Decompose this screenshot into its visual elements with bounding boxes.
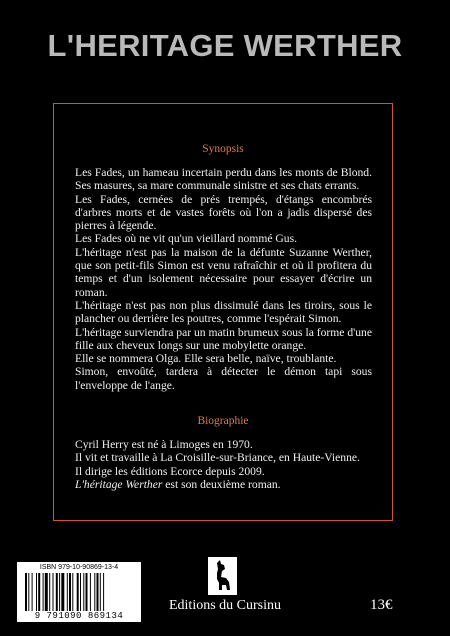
bio-line: Cyril Herry est né à Limoges en 1970. [75, 438, 253, 451]
barcode-bar [69, 573, 71, 611]
bio-line: Il dirige les éditions Ecorce depuis 2009. [75, 464, 265, 478]
barcode-bar [100, 573, 101, 611]
barcode-bar [38, 573, 40, 611]
barcode-bar [61, 573, 64, 611]
book-title: L'HERITAGE WERTHER [47, 28, 403, 63]
barcode-bar [103, 573, 104, 611]
synopsis-paragraph: Les Fades, cernées de prés trempés, d'étangs encombrés d'arbres morts et de vastes forêts où l'on a jadis dispersé des pierres à légende. [75, 192, 372, 233]
barcode-bar [25, 573, 27, 611]
barcode-bars [25, 573, 133, 611]
bio-line-last [75, 478, 372, 491]
synopsis-paragraph: L'héritage surviendra par un matin brumeux sous la forme d'une fille aux cheveux longs sur une mobylette orange. [75, 325, 372, 352]
synopsis-paragraph: Simon, envoûté, tardera à détecter le démon tapi sous l'enveloppe de l'ange. [75, 365, 372, 392]
barcode-bar [43, 573, 44, 611]
barcode-bar [49, 573, 50, 611]
barcode-bar [80, 573, 81, 611]
barcode-bar [83, 573, 84, 611]
barcode-bar [72, 573, 73, 611]
synopsis-heading: Synopsis [202, 143, 244, 155]
synopsis-paragraph: L'héritage n'est pas la maison de la défunte Suzanne Werther, que son petit-fils Simon est venu rafraîchir et où il profitera du temps et d'un isolement nécessaire pour essayer d'écrire un roman. [75, 245, 372, 299]
book-title-italic: L'héritage Werther [75, 477, 163, 491]
synopsis-text [75, 166, 372, 392]
barcode-bar [97, 573, 99, 611]
barcode-bar [94, 573, 95, 611]
barcode-bar [90, 573, 91, 611]
barcode-bar [45, 573, 48, 611]
price: 13€ [370, 597, 393, 613]
barcode-bar [53, 573, 54, 611]
synopsis-paragraph: Les Fades où ne vit qu'un vieillard nommé Gus. [75, 232, 298, 246]
barcode-bar [77, 573, 79, 611]
barcode-bar [86, 573, 88, 611]
barcode-number: 9 791090 869134 [34, 611, 124, 621]
bio-line-rest: est son deuxième roman. [162, 477, 281, 491]
barcode-bar [56, 573, 58, 611]
barcode-bar [67, 573, 68, 611]
isbn-label: ISBN 979-10-90869-13-4 [39, 564, 119, 571]
barcode-bar [36, 573, 37, 611]
barcode [17, 562, 141, 622]
synopsis-paragraph: Elle se nommera Olga. Elle sera belle, naïve, troublante. [75, 352, 337, 366]
dog-silhouette-icon [208, 557, 237, 595]
synopsis-paragraph: Les Fades, un hameau incertain perdu dans les monts de Blond. Ses masures, sa mare communale sinistre et ses chats errants. [75, 166, 372, 193]
biographie-text [75, 438, 372, 491]
barcode-bar [28, 573, 29, 611]
barcode-bar [59, 573, 60, 611]
publisher-name: Editions du Cursinu [168, 598, 281, 613]
biographie-heading: Biographie [197, 415, 249, 427]
bio-line: Il vit et travaille à La Croisille-sur-Briance, en Haute-Vienne. [75, 451, 360, 465]
synopsis-paragraph: L'héritage n'est pas non plus dissimulé dans les tiroirs, sous le plancher ou derrière les poutres, comme l'espérait Simon. [75, 298, 372, 326]
barcode-bar [32, 573, 33, 611]
